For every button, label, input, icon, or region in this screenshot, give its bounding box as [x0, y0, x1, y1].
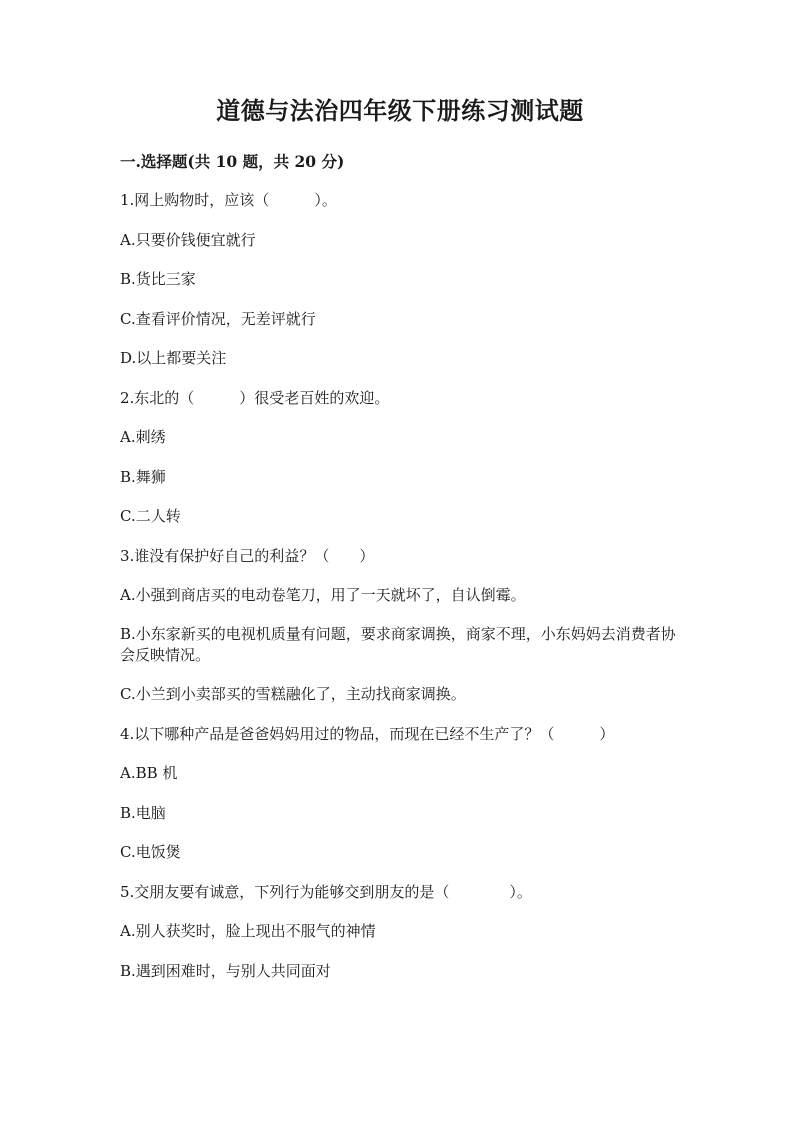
- question-5: [120, 881, 680, 982]
- answer-option: B.遇到困难时，与别人共同面对: [120, 961, 331, 980]
- answer-option: A.只要价钱便宜就行: [120, 230, 256, 249]
- question-1: [120, 189, 680, 369]
- answer-option: B.电脑: [120, 803, 166, 822]
- answer-option: D.以上都要关注: [120, 349, 227, 367]
- answer-option: C.小兰到小卖部买的雪糕融化了，主动找商家调换。: [120, 685, 466, 703]
- answer-option: B.舞狮: [120, 467, 166, 486]
- answer-option: C.二人转: [120, 507, 181, 525]
- answer-option: A.BB 机: [120, 764, 178, 782]
- question-stem: 2.东北的（ ）很受老百姓的欢迎。: [120, 388, 390, 407]
- question-stem: 1.网上购物时，应该（ ）。: [120, 191, 337, 209]
- question-4: [120, 723, 680, 864]
- question-3: [120, 545, 680, 706]
- question-stem: 3.谁没有保护好自己的利益？（ ）: [120, 546, 375, 565]
- answer-option: A.小强到商店买的电动卷笔刀，用了一天就坏了，自认倒霉。: [120, 586, 526, 604]
- answer-option: C.查看评价情况，无差评就行: [120, 309, 316, 328]
- answer-option: B.货比三家: [120, 270, 196, 288]
- answer-option: A.别人获奖时，脸上现出不服气的神情: [120, 922, 376, 940]
- question-2: [120, 387, 680, 528]
- answer-option: B.小东家新买的电视机质量有问题，要求商家调换，商家不理，小东妈妈去消费者协会反映情况。: [120, 624, 676, 664]
- question-stem: 5.交朋友要有诚意，下列行为能够交到朋友的是（ ）。: [120, 882, 532, 901]
- answer-option: A.刺绣: [120, 428, 166, 446]
- question-stem: 4.以下哪种产品是爸爸妈妈用过的物品，而现在已经不生产了？（ ）: [120, 724, 615, 743]
- document-title: 道德与法治四年级下册练习测试题: [216, 96, 584, 125]
- answer-option: C.电饭煲: [120, 843, 181, 861]
- section-heading: 一.选择题(共 10 题，共 20 分): [120, 152, 345, 171]
